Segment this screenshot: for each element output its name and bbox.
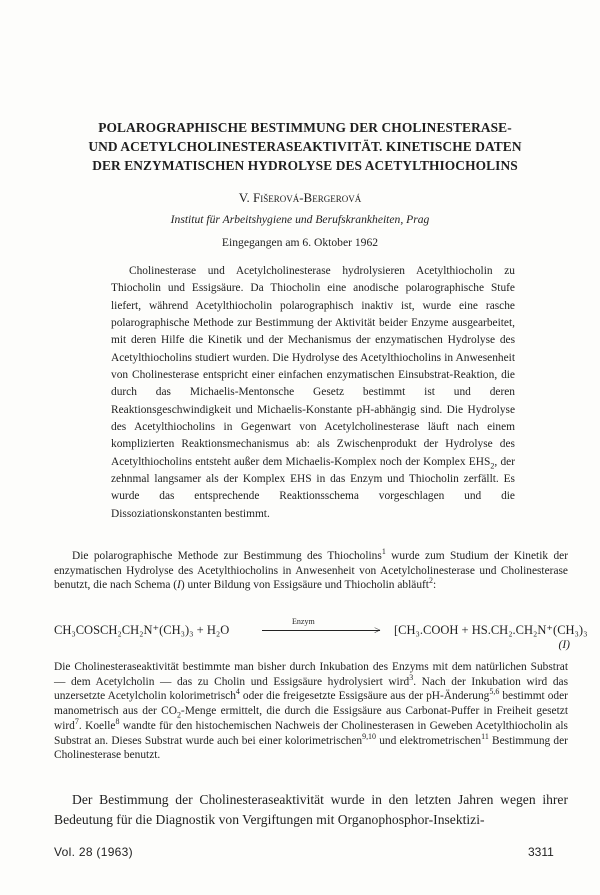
p2-subscript: 2	[176, 710, 181, 720]
p2-text-9: Bestimmung der Cholinesterase benutzt.	[54, 734, 568, 762]
citation-ref: 1	[381, 547, 386, 557]
equation-number: (I)	[558, 639, 570, 651]
title-line-3: DER ENZYMATISCHEN HYDROLYSE DES ACETYLTHIOCHOLINS	[92, 158, 518, 173]
citation-ref: 2	[428, 576, 433, 586]
title-line-1: POLAROGRAPHISCHE BESTIMMUNG DER CHOLINESTERASE-	[98, 120, 512, 135]
p2-text-6: . Koelle	[78, 719, 116, 732]
citation-ref: 11	[481, 731, 489, 741]
arrow-head-icon: >	[374, 623, 381, 637]
p2-text-8: und elektrometrischen	[376, 734, 482, 747]
citation-ref: 4	[235, 687, 240, 697]
reaction-equation	[54, 617, 588, 656]
citation-ref: 9,10	[362, 731, 377, 741]
p2-text-3: oder die freigesetzte Essigsäure aus der pH-Änderung	[239, 690, 490, 703]
footer-volume: Vol. 28 (1963)	[54, 845, 133, 859]
p1-text-1: Die polarographische Methode zur Bestimmung des Thiocholins	[72, 550, 382, 562]
scheme-ref: I	[177, 579, 181, 592]
abstract-text-2: , der zehnmal langsamer als der Komplex EHS in das Enzym und Thiocholin zerfällt. Es wurde das entsprechende Reaktionsschema vorgeschlagen und die Dissoziationskonstanten bestimmt.	[111, 455, 515, 520]
citation-ref: 8	[115, 717, 120, 727]
institute: Institut für Arbeitshygiene und Berufskrankheiten, Prag	[170, 213, 430, 226]
p1-text-3: ) unter Bildung von Essigsäure und Thiocholin abläuft	[180, 579, 429, 592]
arrow-label: Enzym	[292, 617, 315, 626]
p1-text-2: wurde zum Studium der Kinetik der enzymatischen Hydrolyse des Acetylthiocholins in Anwesenheit von Acetylcholinesterase und Cholinesterase benutzt, die nach Schema (	[54, 550, 569, 592]
paragraph-intro	[54, 549, 568, 593]
equation-reactants: CH₃COSCH₂CH₂N⁺(CH₃)₃ + H₂O	[54, 623, 230, 637]
citation-ref: 5,6	[489, 687, 500, 697]
received-date: Eingegangen am 6. Oktober 1962	[221, 236, 379, 249]
arrow-line	[262, 630, 380, 631]
equation-products: [CH₃.COOH + HS.CH₂.CH₂N⁺(CH₃)₃	[394, 623, 588, 637]
author	[0, 190, 600, 206]
abstract-subscript: 2	[490, 461, 495, 471]
abstract-text-1: Cholinesterase und Acetylcholinesterase hydrolysieren Acetylthiocholin zu Thiocholin und Essigsäure. Da Thiocholin eine anodische polarographische Stufe liefert, während Acetylthiocholin polarographisch inaktiv ist, wurde eine rasche polarographische Methode zur Bestimmung der Aktivität beider Enzyme ausgearbeitet, mit deren Hilfe die Kinetik und der Mechanismus der enzymatischen Hydrolyse des Acetylthiocholins studiert wurden. Die Hydrolyse des Acetylthiocholins in Anwesenheit von Cholinesterase entspricht einer einfachen enzymatischen Einsubstrat-Reaktion, die durch das Michaelis-Mentonsche Gesetz bestimmt ist und deren Reaktionsgeschwindigkeit und Michaelis-Konstante pH-abhängig sind. Die Hydrolyse des Acetylthiocholins in Gegenwart von Acetylcholinesterase läuft nach einem komplizierten Reaktionsmechanismus ab: als Zwischenprodukt der Hydrolyse des Acetylthiocholins entsteht außer dem Michaelis-Komplex noch der Komplex EHS	[111, 265, 515, 468]
p2-text-5: -Menge ermittelt, die durch die Essigsäure aus Carbonat-Puffer in Freiheit gesetzt wird	[54, 705, 568, 732]
paragraph-continuation: Der Bestimmung der Cholinesteraseaktivität wurde in den letzten Jahren wegen ihrer Bedeutung für die Diagnostik von Vergiftungen mit Organophosphor-Insektizi-	[54, 792, 568, 827]
footer-page-number: 3311	[528, 845, 554, 859]
abstract	[111, 263, 515, 523]
p2-text-4: bestimmt oder manometrisch aus der CO	[54, 690, 568, 718]
p1-text-4: :	[432, 579, 437, 592]
author-initial: V.	[238, 190, 253, 205]
article-title	[40, 118, 570, 175]
citation-ref: 7	[74, 717, 79, 727]
paragraph-history	[54, 660, 568, 763]
title-line-2: UND ACETYLCHOLINESTERASEAKTIVITÄT. KINETISCHE DATEN	[88, 139, 522, 154]
p2-text-2: . Nach der Inkubation wird das unzersetzte Acetylcholin kolorimetrisch	[54, 675, 569, 703]
p2-text-7: wandte für den histochemischen Nachweis der Cholinesterasen in Geweben Acetylthiocholin als Substrat an. Dieses Substrat wurde auch bei einer kolorimetrischen	[54, 719, 568, 747]
p2-text-1: Die Cholinesteraseaktivität bestimmte man bisher durch Inkubation des Enzyms mit dem natürlichen Substrat — dem Acetylcholin — das zu Cholin und Essigsäure hydrolysiert wird	[54, 661, 568, 688]
citation-ref: 3	[409, 672, 414, 682]
author-name: Fišerová-Bergerová	[252, 190, 362, 205]
